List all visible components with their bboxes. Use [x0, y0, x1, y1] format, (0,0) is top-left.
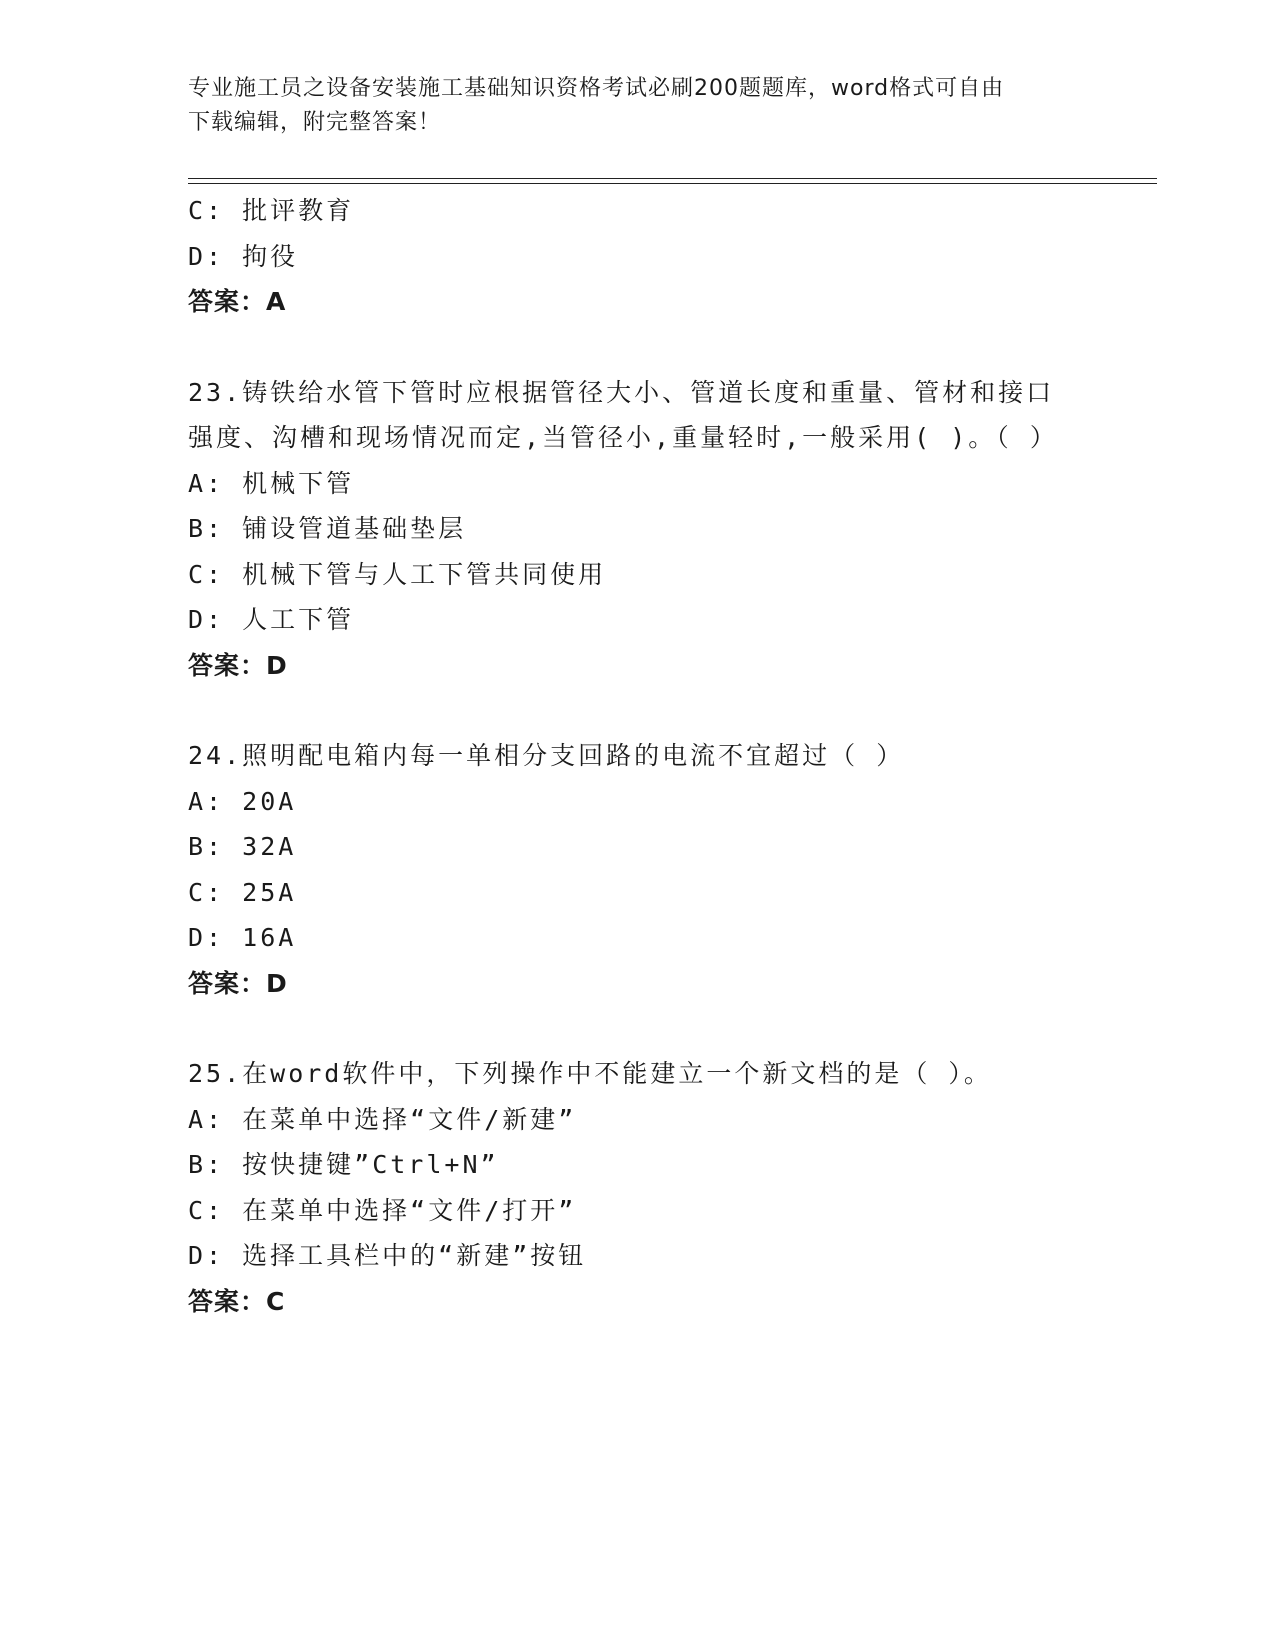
option-d: D: 16A: [188, 923, 297, 952]
question-24: [188, 733, 1088, 1006]
answer-line: 答案：D: [188, 650, 288, 680]
header-divider-bottom: [188, 183, 1157, 184]
answer-line: 答案：C: [188, 1286, 286, 1316]
option-d: D: 人工下管: [188, 605, 355, 634]
option-c: C: 批评教育: [188, 196, 355, 225]
question-25: [188, 1051, 1088, 1324]
question-text: 23.铸铁给水管下管时应根据管径大小、管道长度和重量、管材和接口强度、沟槽和现场情况而定,当管径小,重量轻时,一般采用( )。（ ）: [188, 377, 1058, 452]
question-list: [188, 188, 1088, 1324]
question-22-continued: [188, 188, 1088, 325]
option-a: A: 机械下管: [188, 468, 355, 498]
option-b: B: 按快捷键”Ctrl+N”: [188, 1150, 499, 1179]
option-a: A: 在菜单中选择“文件/新建”: [188, 1104, 577, 1134]
option-a: A: 20A: [188, 786, 297, 816]
header-line-1: 专业施工员之设备安装施工基础知识资格考试必刷200题题库，word格式可自由: [188, 76, 1005, 101]
answer-line: 答案：A: [188, 287, 287, 316]
option-b: B: 铺设管道基础垫层: [188, 514, 467, 543]
header-line-2: 下载编辑，附完整答案！: [188, 110, 442, 135]
answer-line: 答案：D: [188, 968, 288, 998]
option-c: C: 25A: [188, 877, 297, 907]
question-23: [188, 370, 1088, 689]
option-c: C: 在菜单中选择“文件/打开”: [188, 1195, 577, 1225]
option-b: B: 32A: [188, 832, 297, 861]
question-text: 24.照明配电箱内每一单相分支回路的电流不宜超过（ ）: [188, 741, 905, 770]
document-header: [188, 72, 1068, 140]
option-d: D: 拘役: [188, 241, 299, 271]
header-divider-top: [188, 178, 1157, 179]
option-d: D: 选择工具栏中的“新建”按钮: [188, 1241, 587, 1270]
option-c: C: 机械下管与人工下管共同使用: [188, 559, 607, 589]
question-text: 25.在word软件中，下列操作中不能建立一个新文档的是（ ）。: [188, 1059, 992, 1088]
